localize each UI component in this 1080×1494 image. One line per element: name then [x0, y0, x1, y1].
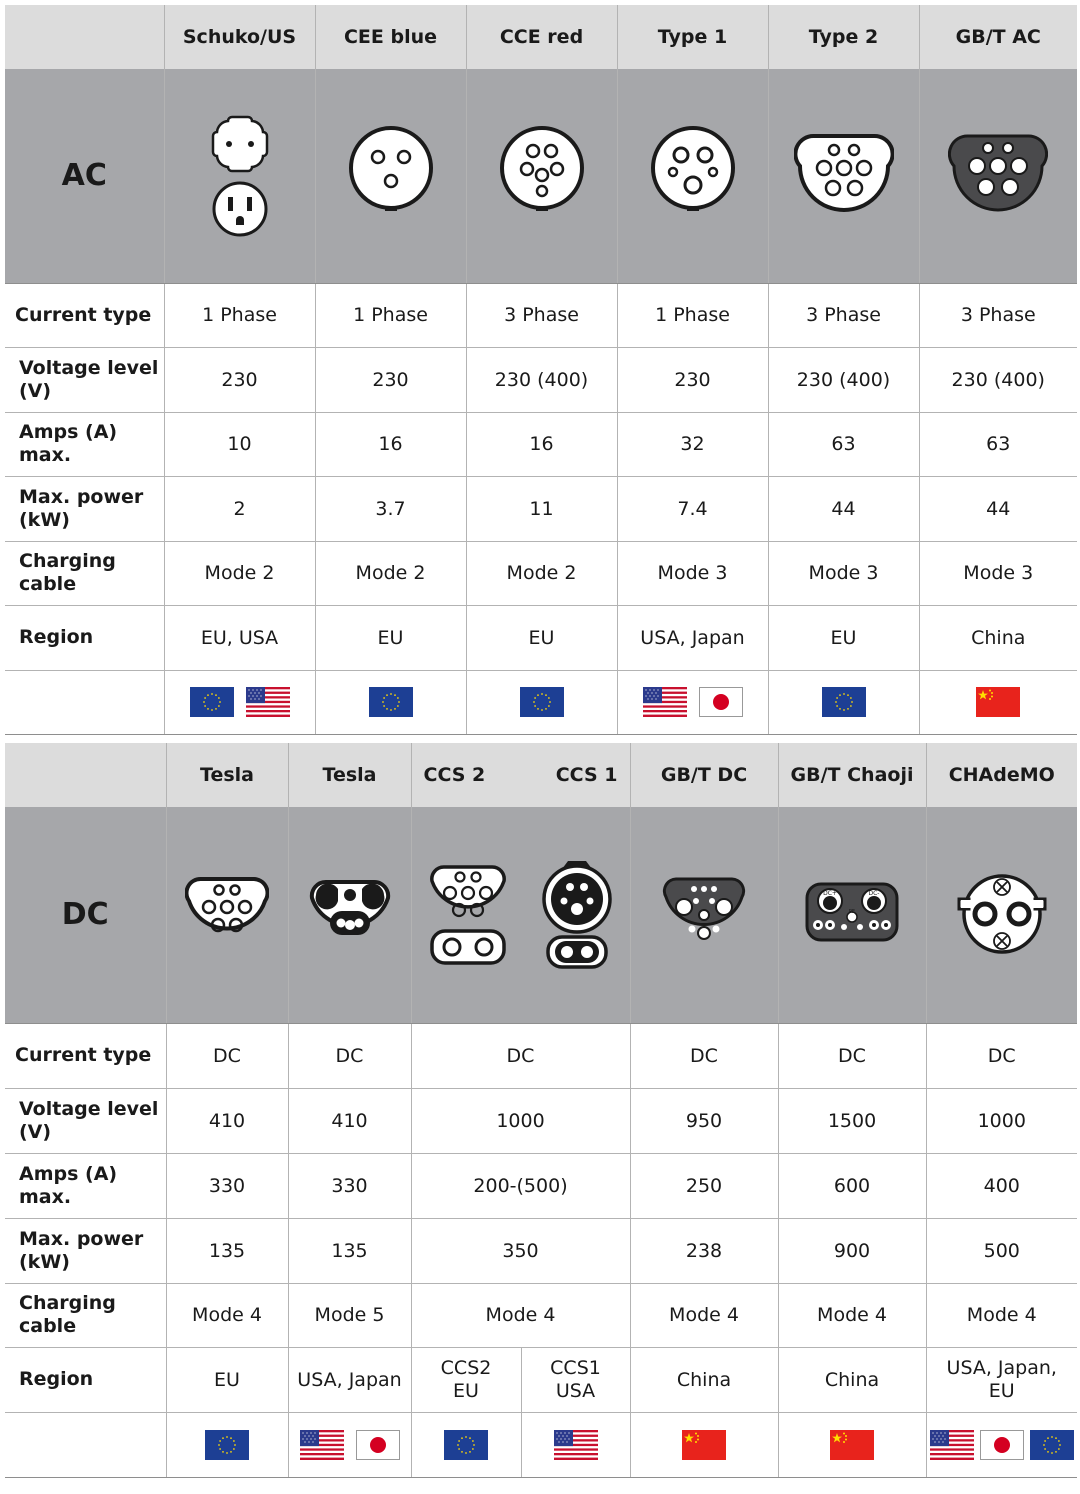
gbt-ac-plug-icon	[948, 128, 1048, 218]
row-label: Current type	[5, 1023, 166, 1088]
ccs2-region-cell	[411, 1347, 521, 1412]
table-cell: 230 (400)	[919, 347, 1077, 412]
ac-connector-name: CCE red	[466, 5, 617, 69]
ccs1-region: USA	[555, 1379, 596, 1402]
empty-cell	[5, 1412, 166, 1477]
table-cell: 32	[617, 412, 768, 476]
ac-connector-name: Schuko/US	[164, 5, 315, 69]
table-cell: 330	[166, 1153, 288, 1218]
gbt-dc-plug-cell	[630, 807, 778, 1023]
dc-amps-row	[5, 1153, 1077, 1218]
table-cell: Mode 3	[768, 541, 919, 605]
table-cell: 410	[288, 1088, 411, 1153]
tesla-us-plug-cell	[288, 807, 411, 1023]
table-cell: USA, Japan	[288, 1347, 411, 1412]
flags-cell	[768, 670, 919, 734]
table-cell: 230	[617, 347, 768, 412]
chaoji-pin-label: DC+	[823, 889, 837, 897]
table-cell: 230 (400)	[768, 347, 919, 412]
dc-connector-name: GB/T Chaoji	[778, 743, 926, 807]
table-cell: EU	[315, 605, 466, 670]
ac-region-row	[5, 605, 1077, 670]
dc-connector-name: CHAdeMO	[926, 743, 1077, 807]
china-flag-icon	[830, 1430, 874, 1460]
table-cell: China	[778, 1347, 926, 1412]
flags-cell	[315, 670, 466, 734]
row-label: Max. power (kW)	[5, 476, 164, 541]
table-cell: 1500	[778, 1088, 926, 1153]
eu-flag-icon	[1030, 1430, 1074, 1460]
dc-connector-name: Tesla	[288, 743, 411, 807]
dc-connector-name: Tesla	[166, 743, 288, 807]
eu-flag-icon	[822, 687, 866, 717]
ac-amps-row	[5, 412, 1077, 476]
row-label: Max. power (kW)	[5, 1218, 166, 1283]
us-flag-icon	[930, 1430, 974, 1460]
ac-connector-name: Type 1	[617, 5, 768, 69]
table-cell: 63	[768, 412, 919, 476]
row-label: Region	[5, 1347, 166, 1412]
table-cell: Mode 2	[315, 541, 466, 605]
eu-flag-icon	[205, 1430, 249, 1460]
dc-cable-row	[5, 1283, 1077, 1347]
table-cell: 3.7	[315, 476, 466, 541]
flags-cell	[778, 1412, 926, 1477]
table-cell: 1000	[926, 1088, 1077, 1153]
empty-cell	[5, 670, 164, 734]
table-cell: DC	[166, 1023, 288, 1088]
gbt-dc-plug-icon	[662, 875, 746, 949]
table-cell: Mode 4	[411, 1283, 630, 1347]
cce-red-plug-icon	[497, 123, 587, 223]
chademo-plug-cell	[926, 807, 1077, 1023]
ccs2-plug-icon	[428, 863, 508, 967]
us-flag-icon	[643, 687, 687, 717]
us-flag-icon	[300, 1430, 344, 1460]
table-cell: USA, Japan	[617, 605, 768, 670]
cee-blue-plug-icon	[346, 123, 436, 223]
row-label: Current type	[5, 283, 164, 347]
dc-flags-row	[5, 1412, 1077, 1477]
ccs-header-cell	[411, 743, 630, 807]
table-cell: 500	[926, 1218, 1077, 1283]
table-cell: 230	[164, 347, 315, 412]
type1-plug-icon	[648, 123, 738, 223]
table-cell: DC	[288, 1023, 411, 1088]
table-cell: 410	[166, 1088, 288, 1153]
ac-table	[5, 5, 1077, 735]
table-cell: 900	[778, 1218, 926, 1283]
eu-flag-icon	[369, 687, 413, 717]
ccs1-region-cell	[521, 1347, 630, 1412]
row-label: Charging cable	[5, 541, 164, 605]
gbt-ac-plug-cell	[919, 69, 1077, 283]
flags-cell	[926, 1412, 1077, 1477]
type2-plug-cell	[768, 69, 919, 283]
dc-connector-name: CCS 1	[555, 764, 618, 786]
table-cell: 3 Phase	[466, 283, 617, 347]
ac-corner-cell	[5, 5, 164, 69]
cee-blue-plug-cell	[315, 69, 466, 283]
flags-cell	[466, 670, 617, 734]
dc-section-label: DC	[5, 807, 166, 1023]
ccs2-region: EU	[453, 1379, 479, 1402]
type1-plug-cell	[617, 69, 768, 283]
schuko-us-plug-cell	[164, 69, 315, 283]
table-cell: EU	[768, 605, 919, 670]
chademo-plug-icon	[957, 869, 1047, 955]
dc-region-row	[5, 1347, 1077, 1412]
table-cell: 10	[164, 412, 315, 476]
table-cell: 200-(500)	[411, 1153, 630, 1218]
table-cell: 16	[466, 412, 617, 476]
table-cell: 1 Phase	[617, 283, 768, 347]
table-cell: Mode 2	[466, 541, 617, 605]
table-cell: 135	[288, 1218, 411, 1283]
tesla-us-plug-icon	[308, 877, 392, 947]
table-cell: 238	[630, 1218, 778, 1283]
table-cell: 3 Phase	[768, 283, 919, 347]
table-cell: 44	[919, 476, 1077, 541]
table-cell: 1 Phase	[315, 283, 466, 347]
flags-cell	[617, 670, 768, 734]
tesla-eu-plug-icon	[185, 874, 269, 950]
ac-header-row	[5, 5, 1077, 69]
ccs-plug-cell	[411, 807, 630, 1023]
flags-cell	[630, 1412, 778, 1477]
dc-corner-cell	[5, 743, 166, 807]
dc-connector-name: GB/T DC	[630, 743, 778, 807]
us-flag-icon	[246, 687, 290, 717]
ac-section-label: AC	[5, 69, 164, 283]
ac-current-type-row	[5, 283, 1077, 347]
table-cell: 135	[166, 1218, 288, 1283]
table-cell: Mode 5	[288, 1283, 411, 1347]
row-label: Voltage level (V)	[5, 1088, 166, 1153]
table-cell: 950	[630, 1088, 778, 1153]
table-cell: USA, Japan, EU	[926, 1347, 1077, 1412]
ccs1-name: CCS1	[550, 1356, 601, 1379]
table-cell: 400	[926, 1153, 1077, 1218]
table-cell: Mode 4	[166, 1283, 288, 1347]
cce-red-plug-cell	[466, 69, 617, 283]
eu-flag-icon	[520, 687, 564, 717]
japan-flag-icon	[980, 1430, 1024, 1460]
flags-cell	[288, 1412, 411, 1477]
table-cell: 7.4	[617, 476, 768, 541]
table-cell: 2	[164, 476, 315, 541]
table-cell: EU	[466, 605, 617, 670]
table-cell: 1 Phase	[164, 283, 315, 347]
dc-power-row	[5, 1218, 1077, 1283]
dc-image-row	[5, 807, 1077, 1023]
flags-cell	[166, 1412, 288, 1477]
flags-cell	[411, 1412, 521, 1477]
table-cell: 3 Phase	[919, 283, 1077, 347]
table-cell: Mode 4	[778, 1283, 926, 1347]
schuko-socket-icon	[210, 114, 270, 174]
chaoji-pin-label: DC-	[868, 889, 880, 897]
ac-power-row	[5, 476, 1077, 541]
eu-flag-icon	[190, 687, 234, 717]
table-cell: DC	[411, 1023, 630, 1088]
china-flag-icon	[682, 1430, 726, 1460]
dc-connector-name: CCS 2	[423, 764, 486, 786]
ac-connector-name: GB/T AC	[919, 5, 1077, 69]
ac-connector-name: CEE blue	[315, 5, 466, 69]
ac-flags-row	[5, 670, 1077, 734]
table-cell: 63	[919, 412, 1077, 476]
table-cell: China	[630, 1347, 778, 1412]
china-flag-icon	[976, 687, 1020, 717]
flags-cell	[164, 670, 315, 734]
chaoji-pin-label: PE	[848, 908, 856, 915]
flags-cell	[919, 670, 1077, 734]
dc-voltage-row	[5, 1088, 1077, 1153]
ac-voltage-row	[5, 347, 1077, 412]
table-cell: 230	[315, 347, 466, 412]
row-label: Amps (A) max.	[5, 1153, 166, 1218]
table-cell: Mode 2	[164, 541, 315, 605]
row-label: Amps (A) max.	[5, 412, 164, 476]
gbt-chaoji-plug-cell	[778, 807, 926, 1023]
eu-flag-icon	[444, 1430, 488, 1460]
table-cell: 230 (400)	[466, 347, 617, 412]
ccs2-name: CCS2	[440, 1356, 492, 1379]
dc-header-row	[5, 743, 1077, 807]
type2-plug-icon	[794, 128, 894, 218]
dc-current-type-row	[5, 1023, 1077, 1088]
table-cell: Mode 3	[617, 541, 768, 605]
ac-image-row	[5, 69, 1077, 283]
japan-flag-icon	[356, 1430, 400, 1460]
row-label: Region	[5, 605, 164, 670]
table-cell: Mode 4	[926, 1283, 1077, 1347]
table-cell: 250	[630, 1153, 778, 1218]
flags-cell	[521, 1412, 630, 1477]
table-cell: 44	[768, 476, 919, 541]
dc-table	[5, 743, 1077, 1478]
us-flag-icon	[554, 1430, 598, 1460]
table-cell: 350	[411, 1218, 630, 1283]
japan-flag-icon	[699, 687, 743, 717]
table-cell: EU, USA	[164, 605, 315, 670]
table-cell: 1000	[411, 1088, 630, 1153]
us-outlet-icon	[211, 180, 269, 238]
ac-cable-row	[5, 541, 1077, 605]
table-cell: China	[919, 605, 1077, 670]
tesla-eu-plug-cell	[166, 807, 288, 1023]
table-cell: 16	[315, 412, 466, 476]
ccs1-plug-icon	[540, 859, 614, 971]
table-cell: 600	[778, 1153, 926, 1218]
gbt-chaoji-plug-icon	[804, 881, 900, 943]
row-label: Charging cable	[5, 1283, 166, 1347]
table-cell: Mode 4	[630, 1283, 778, 1347]
table-cell: 330	[288, 1153, 411, 1218]
table-cell: Mode 3	[919, 541, 1077, 605]
ac-connector-name: Type 2	[768, 5, 919, 69]
table-cell: DC	[778, 1023, 926, 1088]
table-cell: DC	[926, 1023, 1077, 1088]
table-cell: 11	[466, 476, 617, 541]
table-cell: DC	[630, 1023, 778, 1088]
row-label: Voltage level (V)	[5, 347, 164, 412]
table-cell: EU	[166, 1347, 288, 1412]
